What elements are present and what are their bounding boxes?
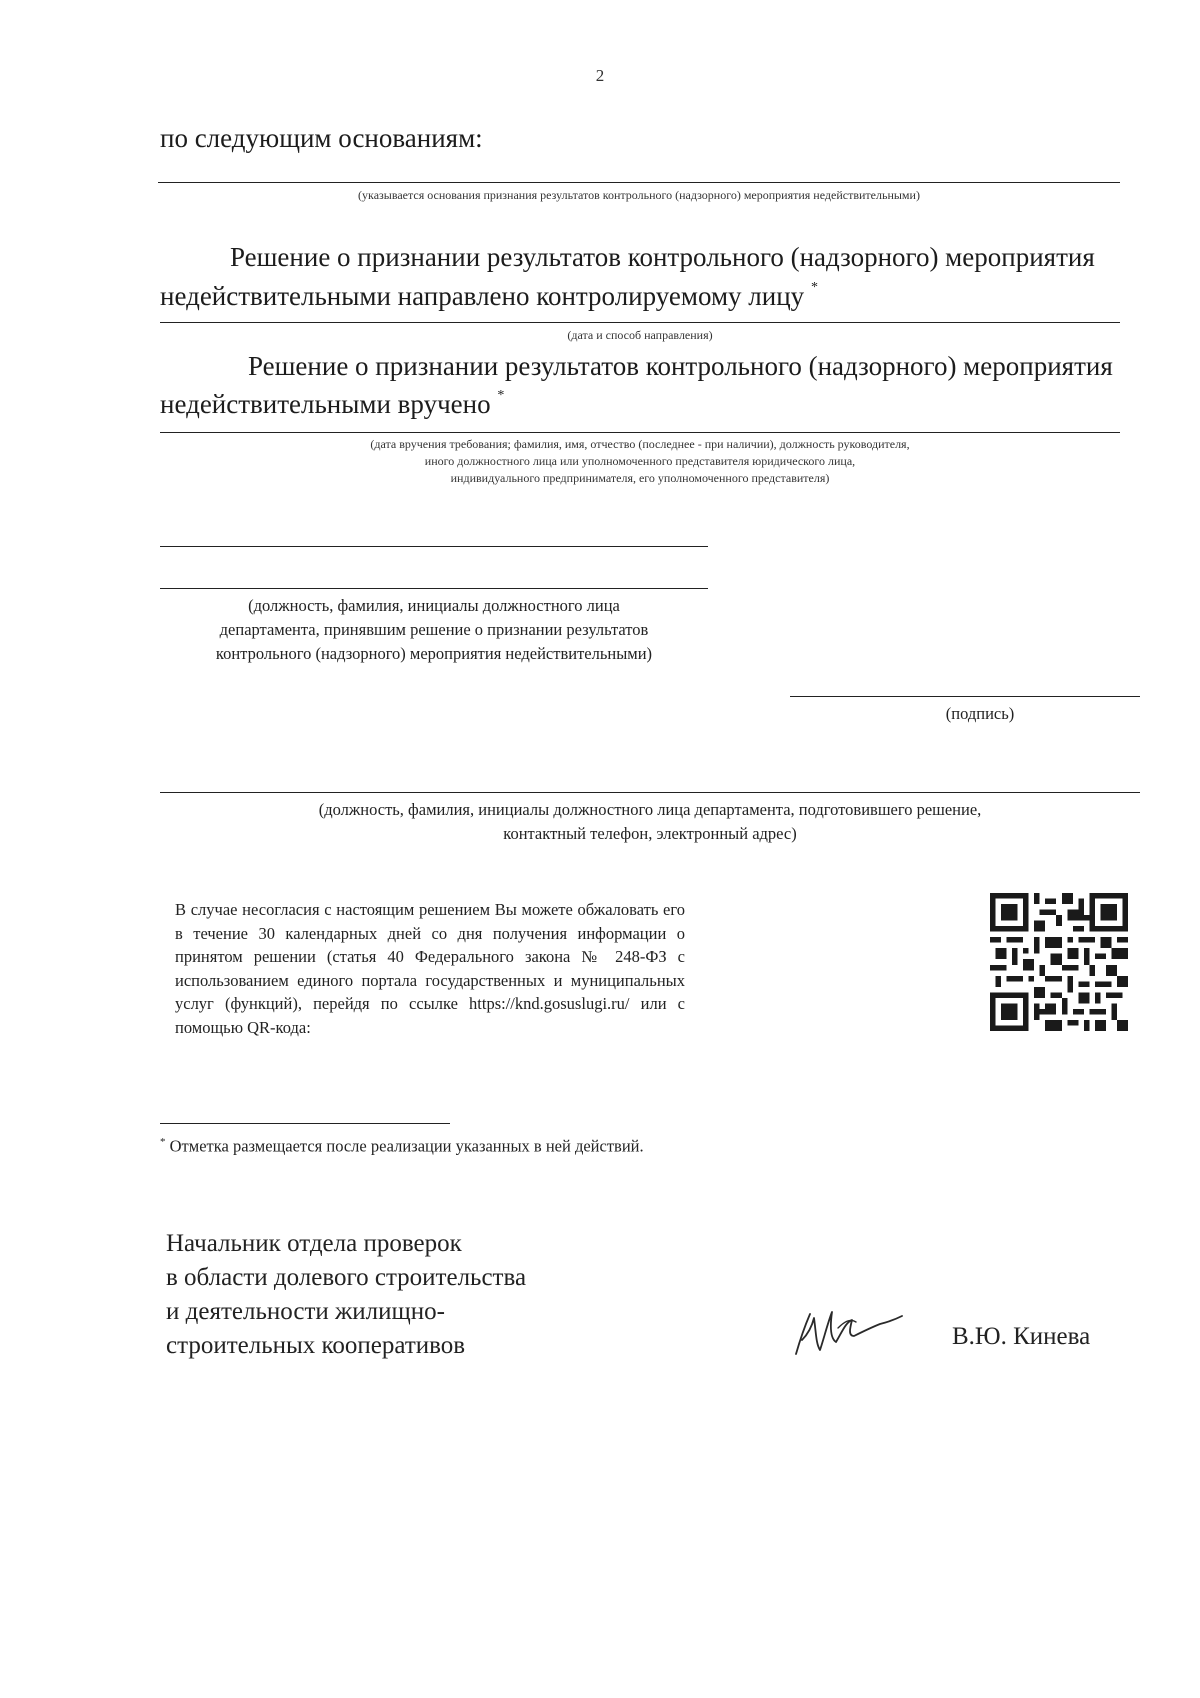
delivered-text-line2: недействительными вручено [160,389,491,419]
preparer-caption-line2: контактный телефон, электронный адрес) [503,824,797,843]
qr-code-icon[interactable] [990,893,1128,1031]
delivered-text-line1: Решение о признании результатов контрольного (надзорного) мероприятия [248,351,1113,381]
signatory-title-line3: и деятельности жилищно- [166,1298,445,1325]
grounds-input-line [158,182,1120,183]
footnote-text: Отметка размещается после реализации указанных в ней действий. [169,1136,644,1156]
grounds-heading: по следующим основаниям: [160,123,483,153]
footnote [160,1130,644,1159]
sent-input-line [160,322,1120,323]
grounds-hint: (указывается основания признания результатов контрольного (надзорного) мероприятия недействительными) [358,188,920,202]
sent-asterisk: * [810,280,818,295]
signatory-title [166,1227,526,1363]
sent-hint: (дата и способ направления) [567,328,713,342]
official-caption-line2: департамента, принявшим решение о признании результатов [219,620,649,639]
delivered-hint-line1: (дата вручения требования; фамилия, имя, отчество (последнее - при наличии), должность руководителя, [370,437,910,451]
preparer-caption-line1: (должность, фамилия, инициалы должностного лица департамента, подготовившего решение, [318,800,982,819]
signature-caption: (подпись) [945,704,1015,723]
delivered-input-line [160,432,1120,433]
delivered-hint-line2: иного должностного лица или уполномоченного представителя юридического лица, [424,454,856,468]
signature-line [790,696,1140,697]
delivered-hint [160,436,1120,487]
signatory-title-line2: в области долевого строительства [166,1264,527,1291]
official-caption-line1: (должность, фамилия, инициалы должностного лица [248,596,620,615]
official-line-1 [160,546,708,547]
official-caption [160,594,708,666]
page-number: 2 [595,66,605,85]
preparer-line [160,792,1140,793]
official-line-2 [160,588,708,589]
handwritten-signature [790,1292,910,1362]
appeal-text: В случае несогласия с настоящим решением Вы можете обжаловать его в течение 30 календарных дней со дня получения информации о принятом решении (статья 40 Федерального закона № 248-ФЗ с использованием единого портала государственных и муниципальных услуг (функций), перейдя по ссылке https://knd.gosuslugi.ru/ или с помощью QR-кода: [175,900,685,1037]
sent-text-line1: Решение о признании результатов контрольного (надзорного) мероприятия [230,242,1095,272]
delivered-hint-line3: индивидуального предпринимателя, его уполномоченного представителя) [450,471,830,485]
sent-text-line2-wrap [160,272,818,316]
signatory-name: В.Ю. Кинева [952,1323,1091,1350]
signatory-title-line4: строительных кооперативов [166,1332,466,1359]
sent-text-line2: недействительными направлено контролируемому лицу [160,281,805,311]
footnote-separator [160,1123,450,1124]
official-caption-line3: контрольного (надзорного) мероприятия недействительными) [215,644,653,663]
delivered-asterisk: * [497,388,505,403]
footnote-marker: * [160,1136,166,1148]
signatory-title-line1: Начальник отдела проверок [166,1230,462,1257]
preparer-caption [160,798,1140,846]
delivered-text-line2-wrap [160,380,504,424]
